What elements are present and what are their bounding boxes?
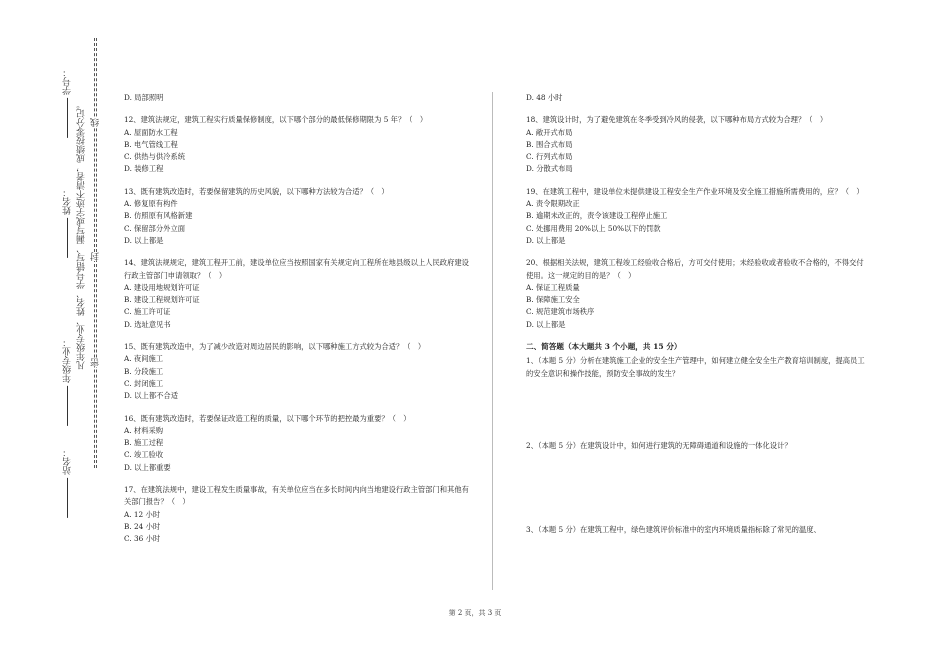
question-stem: 13、既有建筑改造时，若要保留建筑的历史风貌，以下哪种方法较为合适？（ ） xyxy=(124,186,389,196)
short-answer-question: 3、（本题 5 分）在建筑工程中，绿色建筑评价标准中的室内环境质量指标除了常见的温度、 xyxy=(526,525,821,535)
section-title: 二、简答题（本大题共 3 个小题，共 15 分） xyxy=(526,342,682,352)
option: A. 12 小时 xyxy=(124,509,161,519)
short-answer-question: 2、（本题 5 分）在建筑设计中，如何进行建筑的无障碍通道和设施的一体化设计？ xyxy=(526,440,792,450)
option: A. 责令限期改正 xyxy=(526,199,580,209)
student-id-field xyxy=(64,68,73,140)
station-blank xyxy=(68,478,69,518)
option: C. 施工许可证 xyxy=(124,307,171,317)
question-15 xyxy=(124,341,472,402)
left-column xyxy=(124,92,472,556)
question-stem: 20、根据相关法规，建筑工程竣工经验收合格后，方可交付使用；未经验收或者验收不合格的，不得交付使用。这一规定的目的是？（ ） xyxy=(526,258,864,280)
page-number: 第 2 页，共 3 页 xyxy=(448,609,502,617)
option: D. 48 小时 xyxy=(526,93,563,102)
option: A. 建设用地规划许可证 xyxy=(124,282,200,292)
question-stem: 17、在建筑法规中，建设工程发生质量事故，有关单位应当在多长时间内向当地建设行政主管部门和其他有关部门报告？（ ） xyxy=(124,485,469,507)
option: B. 施工过程 xyxy=(124,438,164,448)
question-16 xyxy=(124,413,472,474)
name-label: 姓名： xyxy=(63,188,73,215)
grade-major-blank xyxy=(68,386,69,426)
option: D. 以上都重要 xyxy=(124,462,171,472)
seal-mark-mi: 密 xyxy=(91,358,101,367)
option: B. 24 小时 xyxy=(124,521,161,531)
question-19 xyxy=(526,186,866,247)
option: A. 修复原有构件 xyxy=(124,199,178,209)
option: B. 建设工程规划许可证 xyxy=(124,295,200,305)
question-13 xyxy=(124,186,472,247)
station-field xyxy=(64,448,73,520)
question-14 xyxy=(124,257,472,331)
option: A. 夜间施工 xyxy=(124,354,164,364)
question-18 xyxy=(526,114,866,175)
station-label: 站名： xyxy=(63,448,73,475)
question-20 xyxy=(526,257,866,331)
option: B. 电气管线工程 xyxy=(124,139,178,149)
option: B. 逾期未改正的，责令该建设工程停止施工 xyxy=(526,211,668,221)
option: B. 保障施工安全 xyxy=(526,295,580,305)
question-stem: 18、建筑设计时，为了避免建筑在冬季受到冷风的侵袭，以下哪种布局方式较为合理？（ ） xyxy=(526,115,828,125)
question-11-tail xyxy=(124,92,472,104)
right-column xyxy=(526,92,866,537)
option: C. 行列式布局 xyxy=(526,152,573,162)
notice-text: 凡年级专业、姓名、学号错写、漏写或字迹不清者，成绩按零分记。 xyxy=(77,100,87,370)
option: D. 以上都是 xyxy=(526,235,566,245)
option: D. 装修工程 xyxy=(124,164,164,174)
seal-mark-xian: 线 xyxy=(91,118,101,127)
name-field xyxy=(64,188,73,260)
question-stem: 12、建筑法规定，建筑工程实行质量保修制度，以下哪个部分的最低保修期限为 5 年？（ ） xyxy=(124,115,428,125)
option: C. 保留部分外立面 xyxy=(124,223,186,233)
option: C. 36 小时 xyxy=(124,534,161,544)
short-answer-question: 1、（本题 5 分）分析在建筑施工企业的安全生产管理中，如何建立健全安全生产教育培训制度，提高员工的安全意识和操作技能，预防安全事故的发生？ xyxy=(526,356,865,378)
option: A. 材料采购 xyxy=(124,425,164,435)
student-id-blank xyxy=(68,98,69,138)
option: D. 以上都是 xyxy=(526,319,566,329)
option: D. 以上都是 xyxy=(124,235,164,245)
option: D. 分散式布局 xyxy=(526,164,573,174)
grade-major-label: 年级专业： xyxy=(63,338,73,383)
question-17-tail xyxy=(526,92,866,104)
question-stem: 15、既有建筑改造中，为了减少改造对周边居民的影响，以下哪种施工方式较为合适？（ ） xyxy=(124,342,426,352)
binding-margin xyxy=(52,20,108,490)
question-stem: 16、既有建筑改造时，若要保证改造工程的质量，以下哪个环节的把控最为重要？（ ） xyxy=(124,413,411,423)
option: A. 保证工程质量 xyxy=(526,282,580,292)
option: C. 处挪用费用 20%以上 50%以下的罚款 xyxy=(526,223,661,233)
option: D. 以上都不合适 xyxy=(124,391,179,401)
option: A. 屋面防水工程 xyxy=(124,127,178,137)
option: B. 分段施工 xyxy=(124,366,164,376)
seal-mark-feng: 封 xyxy=(91,252,101,261)
column-divider xyxy=(492,92,493,590)
option: B. 仿照原有风格新建 xyxy=(124,211,193,221)
option: C. 竣工验收 xyxy=(124,450,164,460)
student-id-label: 学号： xyxy=(63,68,73,95)
option: C. 封闭施工 xyxy=(124,378,164,388)
option: D. 选址意见书 xyxy=(124,319,171,329)
question-stem: 19、在建筑工程中，建设单位未提供建设工程安全生产作业环境及安全施工措施所需费用的，应？（ ） xyxy=(526,186,864,196)
option: B. 围合式布局 xyxy=(526,139,573,149)
name-blank xyxy=(68,218,69,258)
option: C. 规范建筑市场秩序 xyxy=(526,307,595,317)
question-17 xyxy=(124,484,472,545)
option: C. 供热与供冷系统 xyxy=(124,152,186,162)
question-12 xyxy=(124,114,472,175)
question-stem: 14、建筑法规规定，建筑工程开工前，建设单位应当按照国家有关规定向工程所在地县级以上人民政府建设行政主管部门申请领取？（ ） xyxy=(124,258,469,280)
option: D. 局部照明 xyxy=(124,93,164,102)
grade-major-field xyxy=(64,338,73,428)
option: A. 敞开式布局 xyxy=(526,127,573,137)
